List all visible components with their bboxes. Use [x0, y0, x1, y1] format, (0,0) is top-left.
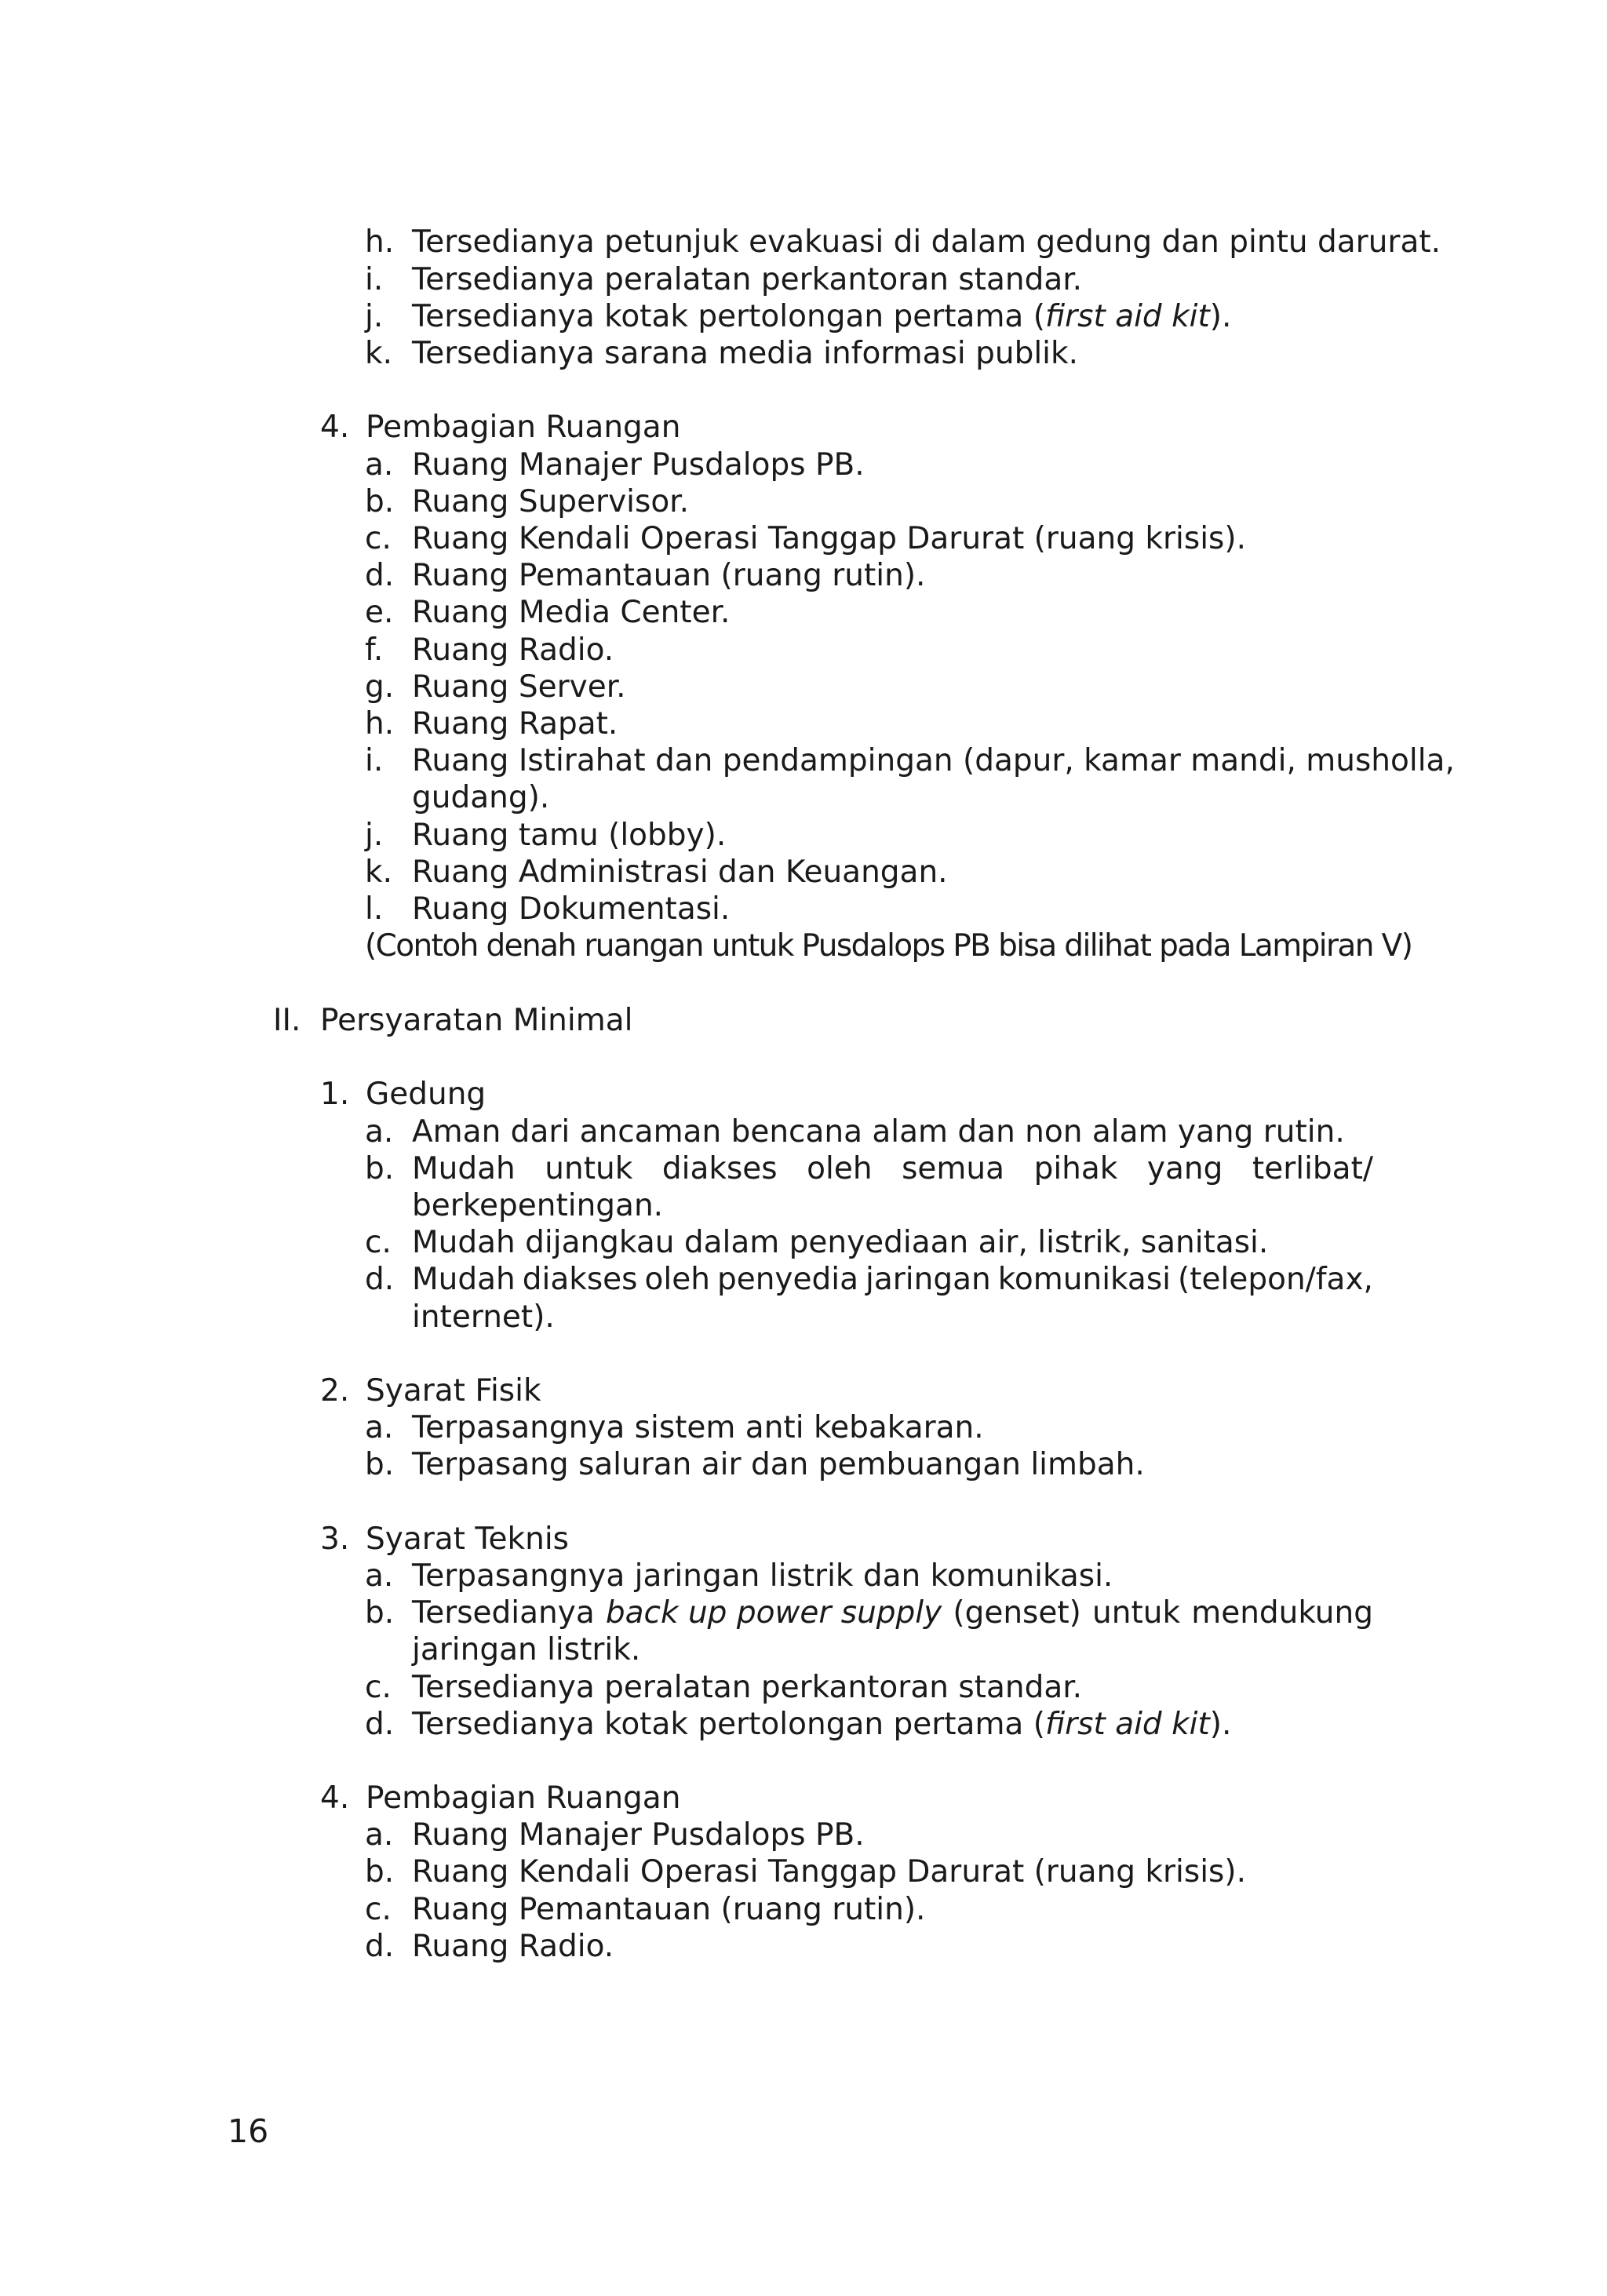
list-item-continuation: [412, 1187, 1373, 1225]
list-marker: h.: [365, 224, 395, 260]
list-text: Mudah untuk diakses oleh semua pihak yang terlibat/: [412, 1151, 1373, 1186]
list-marker: a.: [365, 447, 394, 483]
list-item: [365, 335, 1373, 373]
list-text: Tersedianya sarana media informasi publik.: [412, 336, 1078, 371]
list-text: Mudah dijangkau dalam penyediaan air, listrik, sanitasi.: [412, 1225, 1269, 1260]
list-item: [365, 1113, 1373, 1151]
section-number: II.: [273, 1003, 301, 1038]
subsection-heading: [320, 1076, 1372, 1113]
list-text: internet).: [412, 1299, 555, 1335]
list-item-continuation: [412, 779, 1373, 817]
list-item: [365, 1558, 1373, 1595]
list-item: [365, 224, 1441, 261]
list-text: Ruang Kendali Operasi Tanggap Darurat (ruang krisis).: [412, 521, 1246, 556]
list-item-continuation: [412, 1299, 1373, 1336]
list-marker: c.: [365, 1225, 392, 1260]
note-content: (Contoh denah ruangan untuk Pusdalops PB bisa dilihat pada Lampiran V): [365, 928, 1412, 964]
list-item: [365, 1594, 1373, 1632]
subsection-title: Gedung: [366, 1077, 486, 1112]
list-item: [365, 520, 1373, 558]
section-title: Persyaratan Minimal: [320, 1003, 633, 1038]
list-marker: d.: [365, 1929, 395, 1964]
list-text: Tersedianya petunjuk evakuasi di dalam gedung dan pintu darurat.: [412, 224, 1441, 260]
list-marker: a.: [365, 1410, 394, 1445]
italic-term: first aid kit: [1044, 1707, 1210, 1742]
subsection-number: 4.: [320, 1780, 350, 1816]
list-marker: k.: [365, 855, 392, 890]
list-item: [365, 557, 1373, 595]
list-marker: c.: [365, 1892, 392, 1927]
list-item: [365, 1928, 1373, 1966]
list-item: [365, 298, 1373, 336]
list-item-continuation: [412, 1631, 1373, 1669]
list-item: [365, 1669, 1373, 1707]
list-item: [365, 1150, 1373, 1188]
list-text: Tersedianya peralatan perkantoran standar.: [412, 262, 1083, 297]
list-text: Ruang Media Center.: [412, 595, 731, 630]
list-item: [365, 446, 1373, 484]
list-text: Ruang Dokumentasi.: [412, 891, 731, 927]
list-marker: a.: [365, 1558, 394, 1594]
list-text: gudang).: [412, 780, 550, 815]
list-text: Tersedianya kotak pertolongan pertama (first aid kit).: [412, 299, 1232, 334]
section-heading: [273, 1002, 1372, 1040]
subsection-number: 2.: [320, 1373, 350, 1409]
list-item: [365, 261, 1373, 299]
list-marker: e.: [365, 595, 394, 630]
list-item: [365, 1706, 1373, 1744]
list-text: Mudah diakses oleh penyedia jaringan komunikasi (telepon/fax,: [412, 1262, 1373, 1297]
list-text: Ruang Administrasi dan Keuangan.: [412, 855, 948, 890]
list-text: Ruang Istirahat dan pendampingan (dapur, kamar mandi, musholla,: [412, 743, 1455, 778]
list-marker: b.: [365, 484, 395, 519]
list-item: [365, 1261, 1373, 1299]
list-marker: g.: [365, 669, 395, 705]
list-marker: b.: [365, 1151, 395, 1186]
subsection-title: Pembagian Ruangan: [366, 1780, 681, 1816]
list-text: Terpasangnya jaringan listrik dan komunikasi.: [412, 1558, 1113, 1594]
list-marker: c.: [365, 1670, 392, 1705]
subsection-number: 4.: [320, 410, 350, 445]
list-marker: c.: [365, 521, 392, 556]
note-text: [365, 928, 1412, 965]
list-item: [365, 1409, 1373, 1447]
list-item: [365, 1817, 1373, 1854]
italic-term: back up power supply: [605, 1595, 942, 1631]
list-item: [365, 594, 1373, 632]
italic-term: first aid kit: [1044, 299, 1210, 334]
list-text: Ruang Kendali Operasi Tanggap Darurat (ruang krisis).: [412, 1854, 1246, 1890]
list-marker: i.: [365, 743, 384, 778]
list-item: [365, 705, 1373, 743]
list-marker: d.: [365, 1707, 395, 1742]
subsection-title: Syarat Fisik: [366, 1373, 541, 1409]
list-item: [365, 1891, 1373, 1929]
list-item: [365, 632, 1373, 669]
list-text: Ruang Radio.: [412, 632, 614, 668]
list-marker: h.: [365, 706, 395, 742]
list-text: Aman dari ancaman bencana alam dan non alam yang rutin.: [412, 1114, 1345, 1150]
list-text: Ruang Pemantauan (ruang rutin).: [412, 558, 926, 593]
list-item: [365, 854, 1373, 891]
list-item: [365, 483, 1373, 521]
list-marker: j.: [365, 818, 384, 853]
subsection-heading: [320, 1521, 1372, 1558]
list-marker: d.: [365, 558, 395, 593]
subsection-title: Syarat Teknis: [366, 1522, 570, 1557]
list-marker: b.: [365, 1854, 395, 1890]
page-number: 16: [228, 2112, 269, 2150]
list-text: berkepentingan.: [412, 1188, 664, 1223]
list-item: [365, 1446, 1373, 1484]
list-marker: a.: [365, 1114, 394, 1150]
list-item: [365, 1224, 1373, 1262]
list-text: jaringan listrik.: [412, 1632, 641, 1667]
list-item: [365, 891, 1373, 928]
subsection-heading: [320, 1780, 1372, 1817]
list-text: Ruang tamu (lobby).: [412, 818, 727, 853]
list-text: Tersedianya back up power supply (genset) untuk mendukung: [412, 1595, 1373, 1631]
list-marker: d.: [365, 1262, 395, 1297]
list-text: Ruang Radio.: [412, 1929, 614, 1964]
list-marker: j.: [365, 299, 384, 334]
list-marker: a.: [365, 1817, 394, 1853]
list-item: [365, 1853, 1373, 1891]
list-marker: i.: [365, 262, 384, 297]
list-text: Tersedianya peralatan perkantoran standar.: [412, 1670, 1083, 1705]
list-text: Ruang Rapat.: [412, 706, 618, 742]
subsection-heading: [320, 1372, 1372, 1410]
subsection-number: 3.: [320, 1522, 350, 1557]
list-text: Ruang Supervisor.: [412, 484, 690, 519]
list-marker: k.: [365, 336, 392, 371]
subsection-number: 1.: [320, 1077, 350, 1112]
list-item: [365, 669, 1373, 706]
list-text: Ruang Server.: [412, 669, 626, 705]
list-text: Tersedianya kotak pertolongan pertama (first aid kit).: [412, 1707, 1232, 1742]
list-text: Ruang Pemantauan (ruang rutin).: [412, 1892, 926, 1927]
list-marker: b.: [365, 1595, 395, 1631]
list-marker: l.: [365, 891, 384, 927]
subsection-title: Pembagian Ruangan: [366, 410, 681, 445]
list-text: Terpasangnya sistem anti kebakaran.: [412, 1410, 984, 1445]
subsection-heading: [320, 409, 1372, 446]
list-marker: f.: [365, 632, 384, 668]
list-item: [365, 817, 1373, 855]
list-text: Ruang Manajer Pusdalops PB.: [412, 447, 865, 483]
list-text: Ruang Manajer Pusdalops PB.: [412, 1817, 865, 1853]
list-text: Terpasang saluran air dan pembuangan limbah.: [412, 1447, 1145, 1482]
list-marker: b.: [365, 1447, 395, 1482]
list-item: [365, 742, 1455, 780]
